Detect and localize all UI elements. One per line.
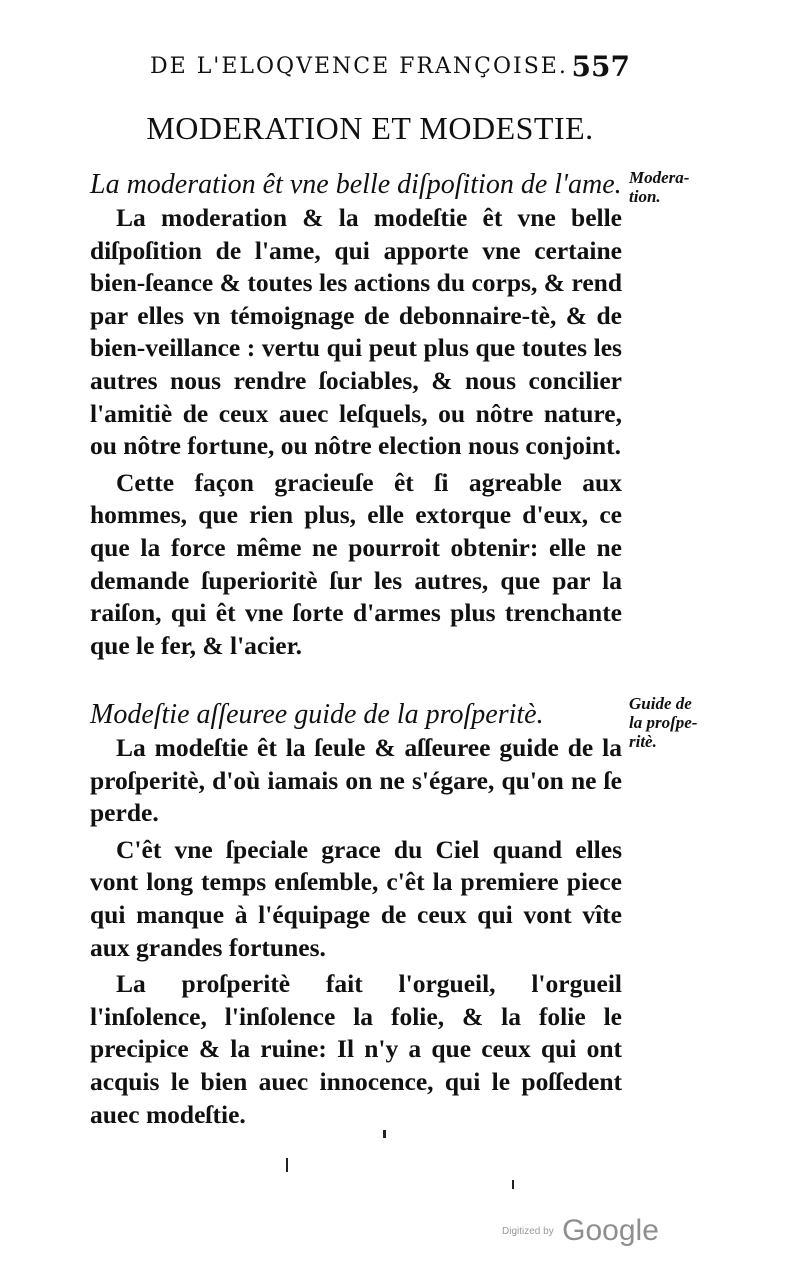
print-speck [512, 1180, 514, 1189]
paragraph: La modeſtie êt la ſeule & aſſeuree guide de la proſperitè, d'où iamais on ne s'égare, qu'on ne ſe perde. [90, 733, 622, 828]
print-speck [286, 1158, 288, 1172]
margin-note: Guide de la proſpe-ritè. [629, 694, 698, 751]
digitized-watermark [502, 1214, 659, 1248]
page-number: 557 [571, 50, 630, 83]
margin-note: Modera-tion. [629, 168, 690, 206]
section-heading: Modeſtie aſſeuree guide de la proſperitè. [90, 699, 544, 730]
running-head-title: DE L'ELOQVENCE FRANÇOISE. [150, 54, 568, 79]
running-head [150, 50, 630, 83]
section-heading: La moderation êt vne belle diſpoſition de l'ame. [90, 169, 622, 200]
watermark-small-text: Digitized by [502, 1225, 554, 1237]
section-moderation [90, 168, 622, 662]
paragraph: C'êt vne ſpeciale grace du Ciel quand elles vont long temps enſemble, c'êt la premiere piece qui manque à l'équipage de ceux qui vont vîte aux grandes fortunes. [90, 834, 622, 962]
paragraph: Cette façon gracieuſe êt ſi agreable aux hommes, que rien plus, elle extorque d'eux, ce que la force même ne pourroit obtenir: elle ne demande ſuperioritè ſur les autres, que par la raiſon, qui êt vne ſorte d'armes plus trenchante que le fer, & l'acier. [90, 467, 622, 660]
google-logo: Google [562, 1214, 659, 1247]
section-modestie [90, 698, 622, 1131]
paragraph: La moderation & la modeſtie êt vne belle diſpoſition de l'ame, qui apporte vne certaine bien-ſeance & toutes les actions du corps, & rend par elles vn témoignage de debonnaire-tè, & de bien-veillance : vertu qui peut plus que toutes les autres nous rendre ſociables, & nous concilier l'amitiè de ceux auec leſquels, ou nôtre nature, ou nôtre fortune, ou nôtre election nous conjoint. [90, 203, 622, 461]
print-speck [383, 1130, 386, 1138]
section-title: MODERATION ET MODESTIE. [146, 110, 594, 146]
paragraph: La proſperitè fait l'orgueil, l'orgueil l'inſolence, l'inſolence la folie, & la folie le precipice & la ruine: Il n'y a que ceux qui ont acquis le bien auec innocence, qui le poſſedent auec modeſtie. [90, 969, 622, 1129]
